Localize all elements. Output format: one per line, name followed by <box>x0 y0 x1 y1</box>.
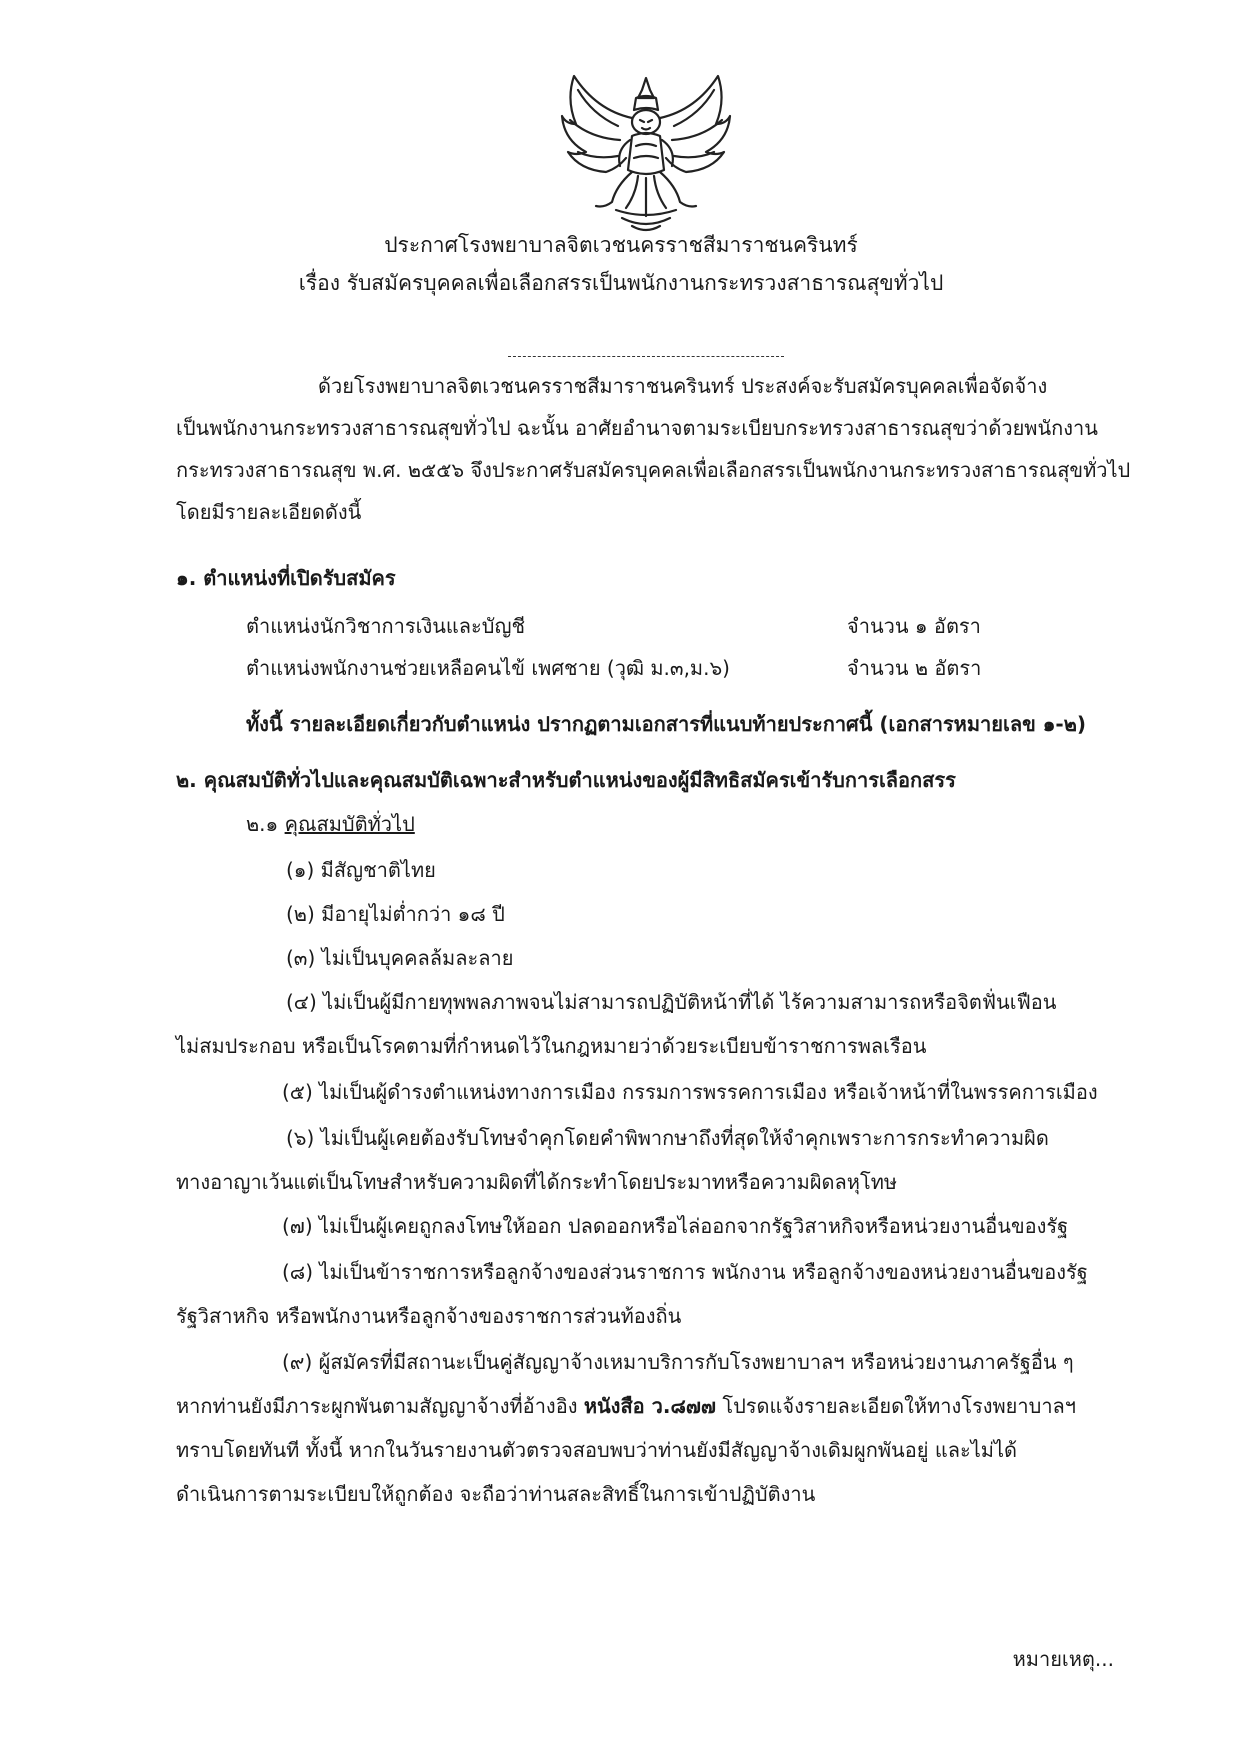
item-9-text-pre: หากท่านยังมีภาระผูกพันตามสัญญาจ้างที่อ้างอิง <box>176 1394 584 1418</box>
garuda-emblem-icon <box>556 70 736 238</box>
qualification-item-4-cont: ไม่สมประกอบ หรือเป็นโรคตามที่กำหนดไว้ในกฎหมายว่าด้วยระเบียบข้าราชการพลเรือน <box>176 1034 927 1058</box>
qualification-item-7: (๗) ไม่เป็นผู้เคยถูกลงโทษให้ออก ปลดออกหรือไล่ออกจากรัฐวิสาหกิจหรือหน่วยงานอื่นของรัฐ <box>282 1214 1069 1238</box>
position-title-2: ตำแหน่งพนักงานช่วยเหลือคนไข้ เพศชาย (วุฒิ ม.๓,ม.๖) <box>246 656 730 680</box>
page-continuation: หมายเหตุ... <box>1012 1647 1114 1671</box>
section-2-heading: ๒. คุณสมบัติทั่วไปและคุณสมบัติเฉพาะสำหรับตำแหน่งของผู้มีสิทธิสมัครเข้ารับการเลือกสรร <box>176 768 956 792</box>
qualification-item-4: (๔) ไม่เป็นผู้มีกายทุพพลภาพจนไม่สามารถปฏิบัติหน้าที่ได้ ไร้ความสามารถหรือจิตฟั่นเฟือน <box>286 990 1057 1014</box>
intro-line-2: เป็นพนักงานกระทรวงสาธารณสุขทั่วไป ฉะนั้น อาศัยอำนาจตามระเบียบกระทรวงสาธารณสุขว่าด้วยพนักงาน <box>176 416 1098 440</box>
qualification-item-9-line-2 <box>176 1392 1076 1420</box>
item-9-text-post: โปรดแจ้งรายละเอียดให้ทางโรงพยาบาลฯ <box>715 1394 1077 1418</box>
subsection-2-1 <box>246 810 415 838</box>
subsection-heading: คุณสมบัติทั่วไป <box>284 812 415 836</box>
announcement-title: ประกาศโรงพยาบาลจิตเวชนครราชสีมาราชนครินทร์ <box>384 233 858 257</box>
intro-line-3: กระทรวงสาธารณสุข พ.ศ. ๒๕๕๖ จึงประกาศรับสมัครบุคคลเพื่อเลือกสรรเป็นพนักงานกระทรวงสาธารณสุขทั่วไป <box>176 458 1131 482</box>
subsection-number: ๒.๑ <box>246 812 279 836</box>
qualification-item-9: (๙) ผู้สมัครที่มีสถานะเป็นคู่สัญญาจ้างเหมาบริการกับโรงพยาบาลฯ หรือหน่วยงานภาครัฐอื่น ๆ <box>282 1350 1074 1374</box>
section-1-note: ทั้งนี้ รายละเอียดเกี่ยวกับตำแหน่ง ปรากฏตามเอกสารที่แนบท้ายประกาศนี้ (เอกสารหมายเลข ๑-๒) <box>246 712 1087 736</box>
qualification-item-2: (๒) มีอายุไม่ต่ำกว่า ๑๘ ปี <box>286 902 505 926</box>
position-title-1: ตำแหน่งนักวิชาการเงินและบัญชี <box>246 614 526 638</box>
qualification-item-5: (๕) ไม่เป็นผู้ดำรงตำแหน่งทางการเมือง กรรมการพรรคการเมือง หรือเจ้าหน้าที่ในพรรคการเมือง <box>282 1080 1098 1104</box>
heading-divider <box>508 356 784 357</box>
qualification-item-6-cont: ทางอาญาเว้นแต่เป็นโทษสำหรับความผิดที่ได้กระทำโดยประมาทหรือความผิดลหุโทษ <box>176 1170 898 1194</box>
qualification-item-6: (๖) ไม่เป็นผู้เคยต้องรับโทษจำคุกโดยคำพิพากษาถึงที่สุดให้จำคุกเพราะการกระทำความผิด <box>286 1126 1049 1150</box>
item-9-reference-letter: หนังสือ ว.๘๗๗ <box>583 1394 716 1418</box>
qualification-item-9-line-3: ทราบโดยทันที ทั้งนี้ หากในวันรายงานตัวตรวจสอบพบว่าท่านยังมีสัญญาจ้างเดิมผูกพันอยู่ และไม่ได้ <box>176 1438 1017 1462</box>
position-count-1: จำนวน ๑ อัตรา <box>847 614 981 638</box>
qualification-item-3: (๓) ไม่เป็นบุคคลล้มละลาย <box>286 946 514 970</box>
announcement-subject: เรื่อง รับสมัครบุคคลเพื่อเลือกสรรเป็นพนักงานกระทรวงสาธารณสุขทั่วไป <box>298 271 944 295</box>
intro-line-4: โดยมีรายละเอียดดังนี้ <box>176 500 362 524</box>
section-1-heading: ๑. ตำแหน่งที่เปิดรับสมัคร <box>176 566 396 590</box>
position-count-2: จำนวน ๒ อัตรา <box>847 656 982 680</box>
qualification-item-8-cont: รัฐวิสาหกิจ หรือพนักงานหรือลูกจ้างของราชการส่วนท้องถิ่น <box>176 1304 682 1328</box>
intro-line-1: ด้วยโรงพยาบาลจิตเวชนครราชสีมาราชนครินทร์ ประสงค์จะรับสมัครบุคคลเพื่อจัดจ้าง <box>318 374 1048 398</box>
qualification-item-9-line-4: ดำเนินการตามระเบียบให้ถูกต้อง จะถือว่าท่านสละสิทธิ์ในการเข้าปฏิบัติงาน <box>176 1482 816 1506</box>
qualification-item-8: (๘) ไม่เป็นข้าราชการหรือลูกจ้างของส่วนราชการ พนักงาน หรือลูกจ้างของหน่วยงานอื่นของรัฐ <box>282 1260 1088 1284</box>
qualification-item-1: (๑) มีสัญชาติไทย <box>286 858 436 882</box>
